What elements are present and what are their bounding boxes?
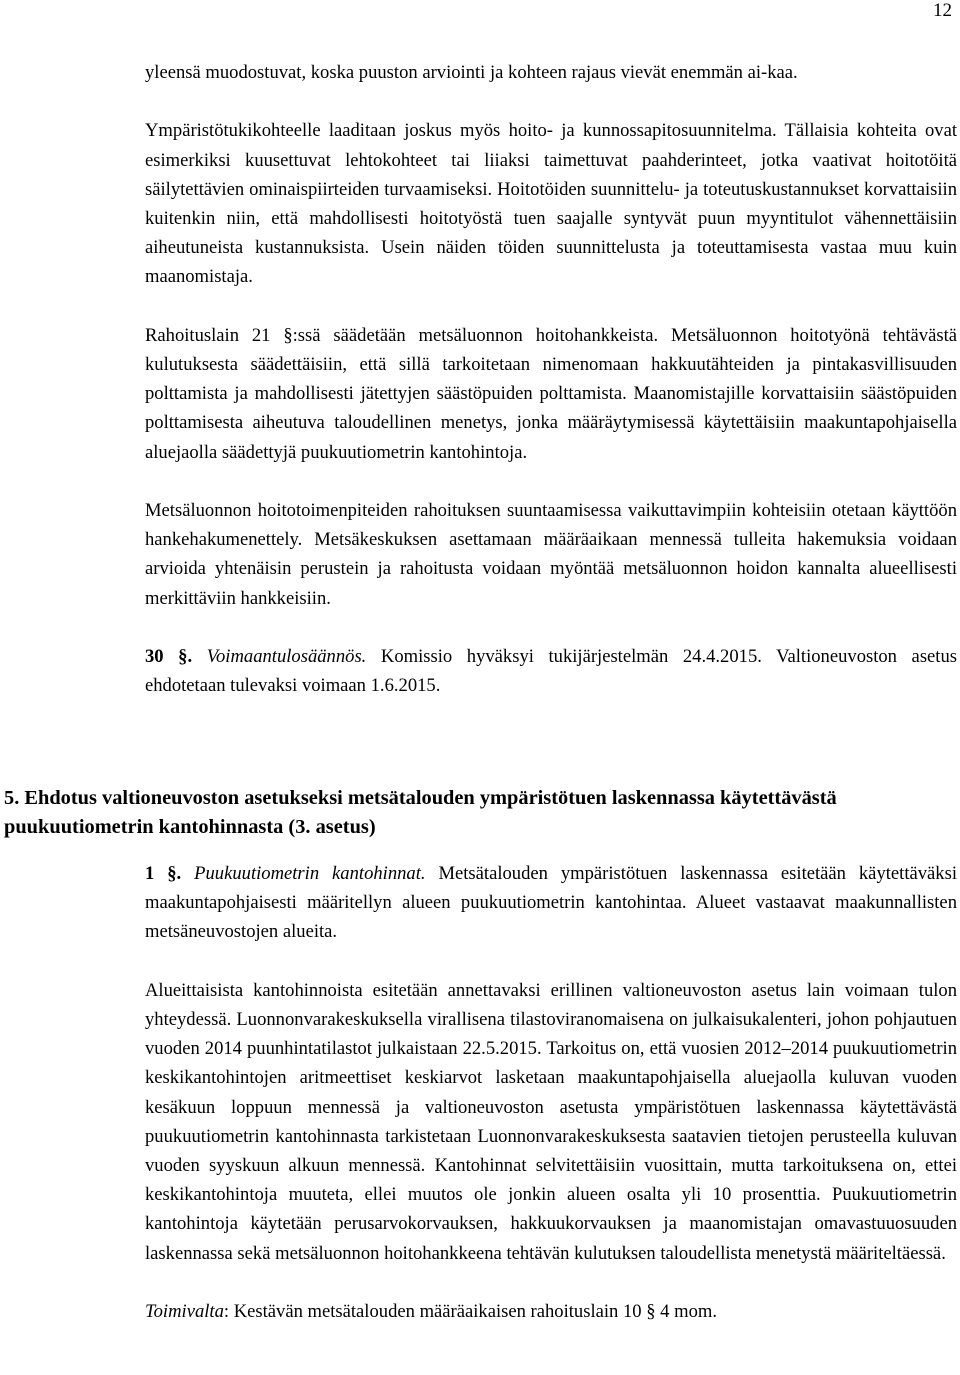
section-number: 30 §. [145,646,193,667]
document-body-top [145,58,957,700]
section-1-paragraph [145,859,957,947]
page-number: 12 [933,0,952,21]
section-number: 1 §. [145,863,182,884]
section-title: Puukuutiometrin kantohinnat. [194,863,426,884]
section-text: Metsätalouden ympäristötuen laskennassa esitetään käytettäväksi maakuntapohjaisesti määritellyn alueen puukuutiometrin kantohintaa. Alueet vastaavat maakunnallisten metsäneuvostojen alueita. [145,863,957,943]
section-title: Voimaantulosäännös. [206,646,367,667]
paragraph: Ympäristötukikohteelle laaditaan joskus myös hoito- ja kunnossapitosuunnitelma. Tällaisia kohteita ovat esimerkiksi kuusettuvat lehtokohteet tai liiaksi taimettuvat paahderinteet, jotka vaativat hoitotöitä säilytettävien ominaispiirteiden turvaamiseksi. Hoitotöiden suunnittelu- ja toteutuskustannukset korvattaisiin kuitenkin niin, että mahdollisesti hoitotyöstä tuen saajalle syntyvät puun myyntitulot vähennettäisiin aiheutuneista kustannuksista. Usein näiden töiden suunnittelusta ja toteuttamisesta vastaa muu kuin maanomistaja. [145,120,957,288]
toimivalta-text: : Kestävän metsätalouden määräaikaisen rahoituslain 10 § 4 mom. [223,1301,717,1323]
section-30-paragraph [145,642,957,700]
toimivalta-label: Toimivalta [145,1301,224,1323]
chapter-heading: 5. Ehdotus valtioneuvoston asetukseksi metsätalouden ympäristötuen laskennassa käytettävästä puukuutiometrin kantohinnasta (3. asetus) [4,787,837,839]
paragraph: Rahoituslain 21 §:ssä säädetään metsäluonnon hoitohankkeista. Metsäluonnon hoitotyönä tehtävästä kulutuksesta säädettäisiin, että sillä tarkoitetaan nimenomaan hakkuutähteiden ja pintakasvillisuuden polttamista ja mahdollisesti jätettyjen säästöpuiden polttamista. Maanomistajille korvattaisiin säästöpuiden polttamisesta aiheutuva taloudellinen menetys, jonka määräytymisessä käytettäisiin maakuntapohjaisella aluejaolla säädettyjä puukuutiometrin kantohintoja. [145,324,957,463]
section-text: Komissio hyväksyi tukijärjestelmän 24.4.2015. Valtioneuvoston asetus ehdotetaan tulevaksi voimaan 1.6.2015. [145,646,958,697]
paragraph: Alueittaisista kantohinnoista esitetään annettavaksi erillinen valtioneuvoston asetus lain voimaan tulon yhteydessä. Luonnonvarakeskuksella virallisena tilastoviranomaisena on julkaisukalenteri, johon pohjautuen vuoden 2014 puunhintatilastot julkaistaan 22.5.2015. Tarkoitus on, että vuosien 2012–2014 puukuutiometrin keskikantohintojen aritmeettiset keskiarvot lasketaan maakuntapohjaisella aluejaolla kuluvan vuoden kesäkuun loppuun mennessä ja valtioneuvoston asetusta ympäristötuen laskennassa käytettävästä puukuutiometrin kantohinnasta tarkistetaan Luonnonvarakeskuksesta saatavien tietojen perusteella kuluvan vuoden syyskuun alkuun mennessä. Kantohinnat selvitettäisiin vuosittain, mutta tarkoituksena on, ettei keskikantohintoja muuteta, ellei muutos ole jonkin alueen osalta yli 10 prosenttia. Puukuutiometrin kantohintoja käytetään perusarvokorvauksen, hakkuukorvauksen ja maanomistajan omavastuuosuuden laskennassa sekä metsäluonnon hoitohankkeena tehtävän kulutuksen taloudellista menetystä määriteltäessä. [145,979,957,1264]
toimivalta-paragraph [145,1297,957,1326]
document-body-bottom [145,859,957,1326]
paragraph: yleensä muodostuvat, koska puuston arviointi ja kohteen rajaus vievät enemmän ai-kaa. [145,62,798,83]
paragraph: Metsäluonnon hoitotoimenpiteiden rahoituksen suuntaamisessa vaikuttavimpiin kohteisiin otetaan käyttöön hankehakumenettely. Metsäkeskuksen asettamaan määräaikaan mennessä tulleita hakemuksia voidaan arvioida yhtenäisin perustein ja rahoitusta voidaan myöntää metsäluonnon hoidon kannalta alueellisesti merkittäviin hankkeisiin. [145,500,957,609]
